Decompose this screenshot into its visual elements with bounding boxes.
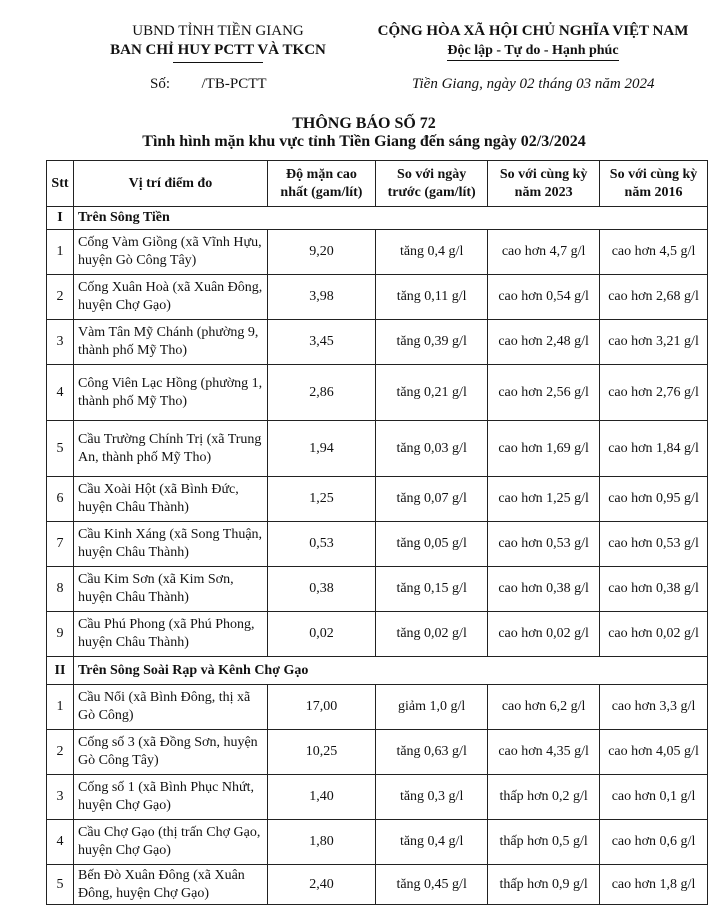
issuing-authority [88,22,348,63]
cell-location: Công Viên Lạc Hồng (phường 1, thành phố Mỹ Tho) [73,365,267,421]
table-row [47,275,708,320]
cell-location: Cống Xuân Hoà (xã Xuân Đông, huyện Chợ Gạo) [73,275,267,320]
section-index: I [47,207,74,230]
cell-vs-prev: giảm 1,0 g/l [376,685,488,730]
cell-salinity: 0,53 [267,522,375,567]
section-index: II [47,657,74,685]
notice-title: THÔNG BÁO SỐ 72 [292,115,436,132]
cell-stt: 5 [47,421,74,477]
header-vs-2016: So với cùng kỳ năm 2016 [600,161,708,207]
cell-stt: 2 [47,275,74,320]
cell-vs-2023: cao hơn 6,2 g/l [488,685,600,730]
cell-location: Cầu Phú Phong (xã Phú Phong, huyện Châu Thành) [73,612,267,657]
table-row [47,477,708,522]
section-row [47,207,708,230]
cell-location: Vàm Tân Mỹ Chánh (phường 9, thành phố Mỹ Tho) [73,320,267,365]
cell-vs-2023: thấp hơn 0,5 g/l [488,820,600,865]
cell-vs-2016: cao hơn 2,76 g/l [600,365,708,421]
cell-vs-prev: tăng 0,21 g/l [376,365,488,421]
cell-salinity: 1,25 [267,477,375,522]
cell-vs-prev: tăng 0,03 g/l [376,421,488,477]
notice-subtitle: Tình hình mặn khu vực tỉnh Tiền Giang đến sáng ngày 02/3/2024 [142,133,586,150]
cell-vs-2016: cao hơn 1,84 g/l [600,421,708,477]
org-line-2: BAN CHỈ HUY PCTT VÀ TKCN [110,42,326,58]
cell-vs-2016: cao hơn 0,1 g/l [600,775,708,820]
org-line-1: UBND TỈNH TIỀN GIANG [132,23,304,39]
cell-stt: 5 [47,865,74,905]
cell-stt: 8 [47,567,74,612]
table-row [47,775,708,820]
cell-vs-prev: tăng 0,3 g/l [376,775,488,820]
cell-stt: 3 [47,775,74,820]
cell-vs-prev: tăng 0,05 g/l [376,522,488,567]
cell-location: Cống Vàm Giồng (xã Vĩnh Hựu, huyện Gò Công Tây) [73,230,267,275]
cell-salinity: 0,02 [267,612,375,657]
cell-stt: 2 [47,730,74,775]
header-salinity: Độ mặn cao nhất (gam/lít) [267,161,375,207]
cell-vs-2023: cao hơn 4,35 g/l [488,730,600,775]
cell-vs-prev: tăng 0,45 g/l [376,865,488,905]
cell-location: Cống số 1 (xã Bình Phục Nhứt, huyện Chợ Gạo) [73,775,267,820]
cell-vs-2016: cao hơn 1,8 g/l [600,865,708,905]
cell-vs-prev: tăng 0,15 g/l [376,567,488,612]
salinity-table [46,160,708,905]
cell-vs-2016: cao hơn 0,38 g/l [600,567,708,612]
cell-salinity: 2,86 [267,365,375,421]
table-row [47,865,708,905]
header-location: Vị trí điểm đo [73,161,267,207]
cell-vs-2023: cao hơn 0,38 g/l [488,567,600,612]
cell-vs-2016: cao hơn 3,21 g/l [600,320,708,365]
cell-vs-2023: cao hơn 2,48 g/l [488,320,600,365]
table-row [47,365,708,421]
cell-location: Cầu Chợ Gạo (thị trấn Chợ Gạo, huyện Chợ Gạo) [73,820,267,865]
cell-location: Cầu Kim Sơn (xã Kim Sơn, huyện Châu Thành) [73,567,267,612]
header-vs-prev: So với ngày trước (gam/lít) [376,161,488,207]
cell-salinity: 17,00 [267,685,375,730]
doc-number-value: /TB-PCTT [201,76,267,92]
cell-stt: 1 [47,685,74,730]
cell-salinity: 9,20 [267,230,375,275]
table-row [47,612,708,657]
cell-vs-2023: thấp hơn 0,2 g/l [488,775,600,820]
table-row [47,685,708,730]
cell-location: Cầu Kinh Xáng (xã Song Thuận, huyện Châu Thành) [73,522,267,567]
cell-salinity: 1,80 [267,820,375,865]
table-row [47,567,708,612]
cell-vs-prev: tăng 0,63 g/l [376,730,488,775]
table-row [47,522,708,567]
cell-vs-2016: cao hơn 0,6 g/l [600,820,708,865]
table-header-row [47,161,708,207]
cell-stt: 7 [47,522,74,567]
cell-vs-2016: cao hơn 0,53 g/l [600,522,708,567]
cell-vs-2023: cao hơn 2,56 g/l [488,365,600,421]
cell-vs-2016: cao hơn 2,68 g/l [600,275,708,320]
header-stt: Stt [47,161,74,207]
table-row [47,320,708,365]
cell-vs-2016: cao hơn 0,95 g/l [600,477,708,522]
cell-stt: 9 [47,612,74,657]
cell-stt: 4 [47,365,74,421]
table-row [47,230,708,275]
cell-salinity: 0,38 [267,567,375,612]
doc-number-label: Số: [150,76,171,92]
cell-vs-2016: cao hơn 3,3 g/l [600,685,708,730]
cell-location: Bến Đò Xuân Đông (xã Xuân Đông, huyện Chợ Gạo) [73,865,267,905]
cell-vs-2016: cao hơn 4,05 g/l [600,730,708,775]
cell-vs-2023: cao hơn 0,54 g/l [488,275,600,320]
cell-vs-2023: cao hơn 0,02 g/l [488,612,600,657]
cell-vs-2016: cao hơn 4,5 g/l [600,230,708,275]
cell-vs-2023: cao hơn 1,25 g/l [488,477,600,522]
cell-vs-2023: cao hơn 1,69 g/l [488,421,600,477]
cell-salinity: 3,98 [267,275,375,320]
cell-vs-prev: tăng 0,4 g/l [376,230,488,275]
cell-stt: 3 [47,320,74,365]
cell-location: Cầu Xoài Hột (xã Bình Đức, huyện Châu Thành) [73,477,267,522]
header-vs-2023: So với cùng kỳ năm 2023 [488,161,600,207]
document-number [150,76,267,93]
section-name: Trên Sông Soài Rạp và Kênh Chợ Gạo [73,657,707,685]
section-name: Trên Sông Tiền [73,207,707,230]
cell-vs-prev: tăng 0,39 g/l [376,320,488,365]
cell-vs-2023: cao hơn 0,53 g/l [488,522,600,567]
cell-stt: 6 [47,477,74,522]
section-row [47,657,708,685]
cell-vs-prev: tăng 0,07 g/l [376,477,488,522]
cell-vs-2016: cao hơn 0,02 g/l [600,612,708,657]
nation-line-2: Độc lập - Tự do - Hạnh phúc [447,41,618,61]
cell-vs-prev: tăng 0,11 g/l [376,275,488,320]
cell-stt: 4 [47,820,74,865]
nation-line-1: CỘNG HÒA XÃ HỘI CHỦ NGHĨA VIỆT NAM [377,23,689,39]
table-row [47,421,708,477]
cell-salinity: 1,40 [267,775,375,820]
cell-location: Cầu Nổi (xã Bình Đông, thị xã Gò Công) [73,685,267,730]
cell-vs-2023: thấp hơn 0,9 g/l [488,865,600,905]
cell-salinity: 10,25 [267,730,375,775]
cell-vs-prev: tăng 0,4 g/l [376,820,488,865]
national-motto [362,22,704,61]
cell-salinity: 1,94 [267,421,375,477]
table-row [47,820,708,865]
cell-salinity: 2,40 [267,865,375,905]
cell-location: Cầu Trường Chính Trị (xã Trung An, thành phố Mỹ Tho) [73,421,267,477]
cell-location: Cống số 3 (xã Đồng Sơn, huyện Gò Công Tây) [73,730,267,775]
cell-vs-2023: cao hơn 4,7 g/l [488,230,600,275]
table-row [47,730,708,775]
cell-vs-prev: tăng 0,02 g/l [376,612,488,657]
org-underline [173,62,263,63]
place-date: Tiền Giang, ngày 02 tháng 03 năm 2024 [412,76,655,92]
cell-salinity: 3,45 [267,320,375,365]
cell-stt: 1 [47,230,74,275]
